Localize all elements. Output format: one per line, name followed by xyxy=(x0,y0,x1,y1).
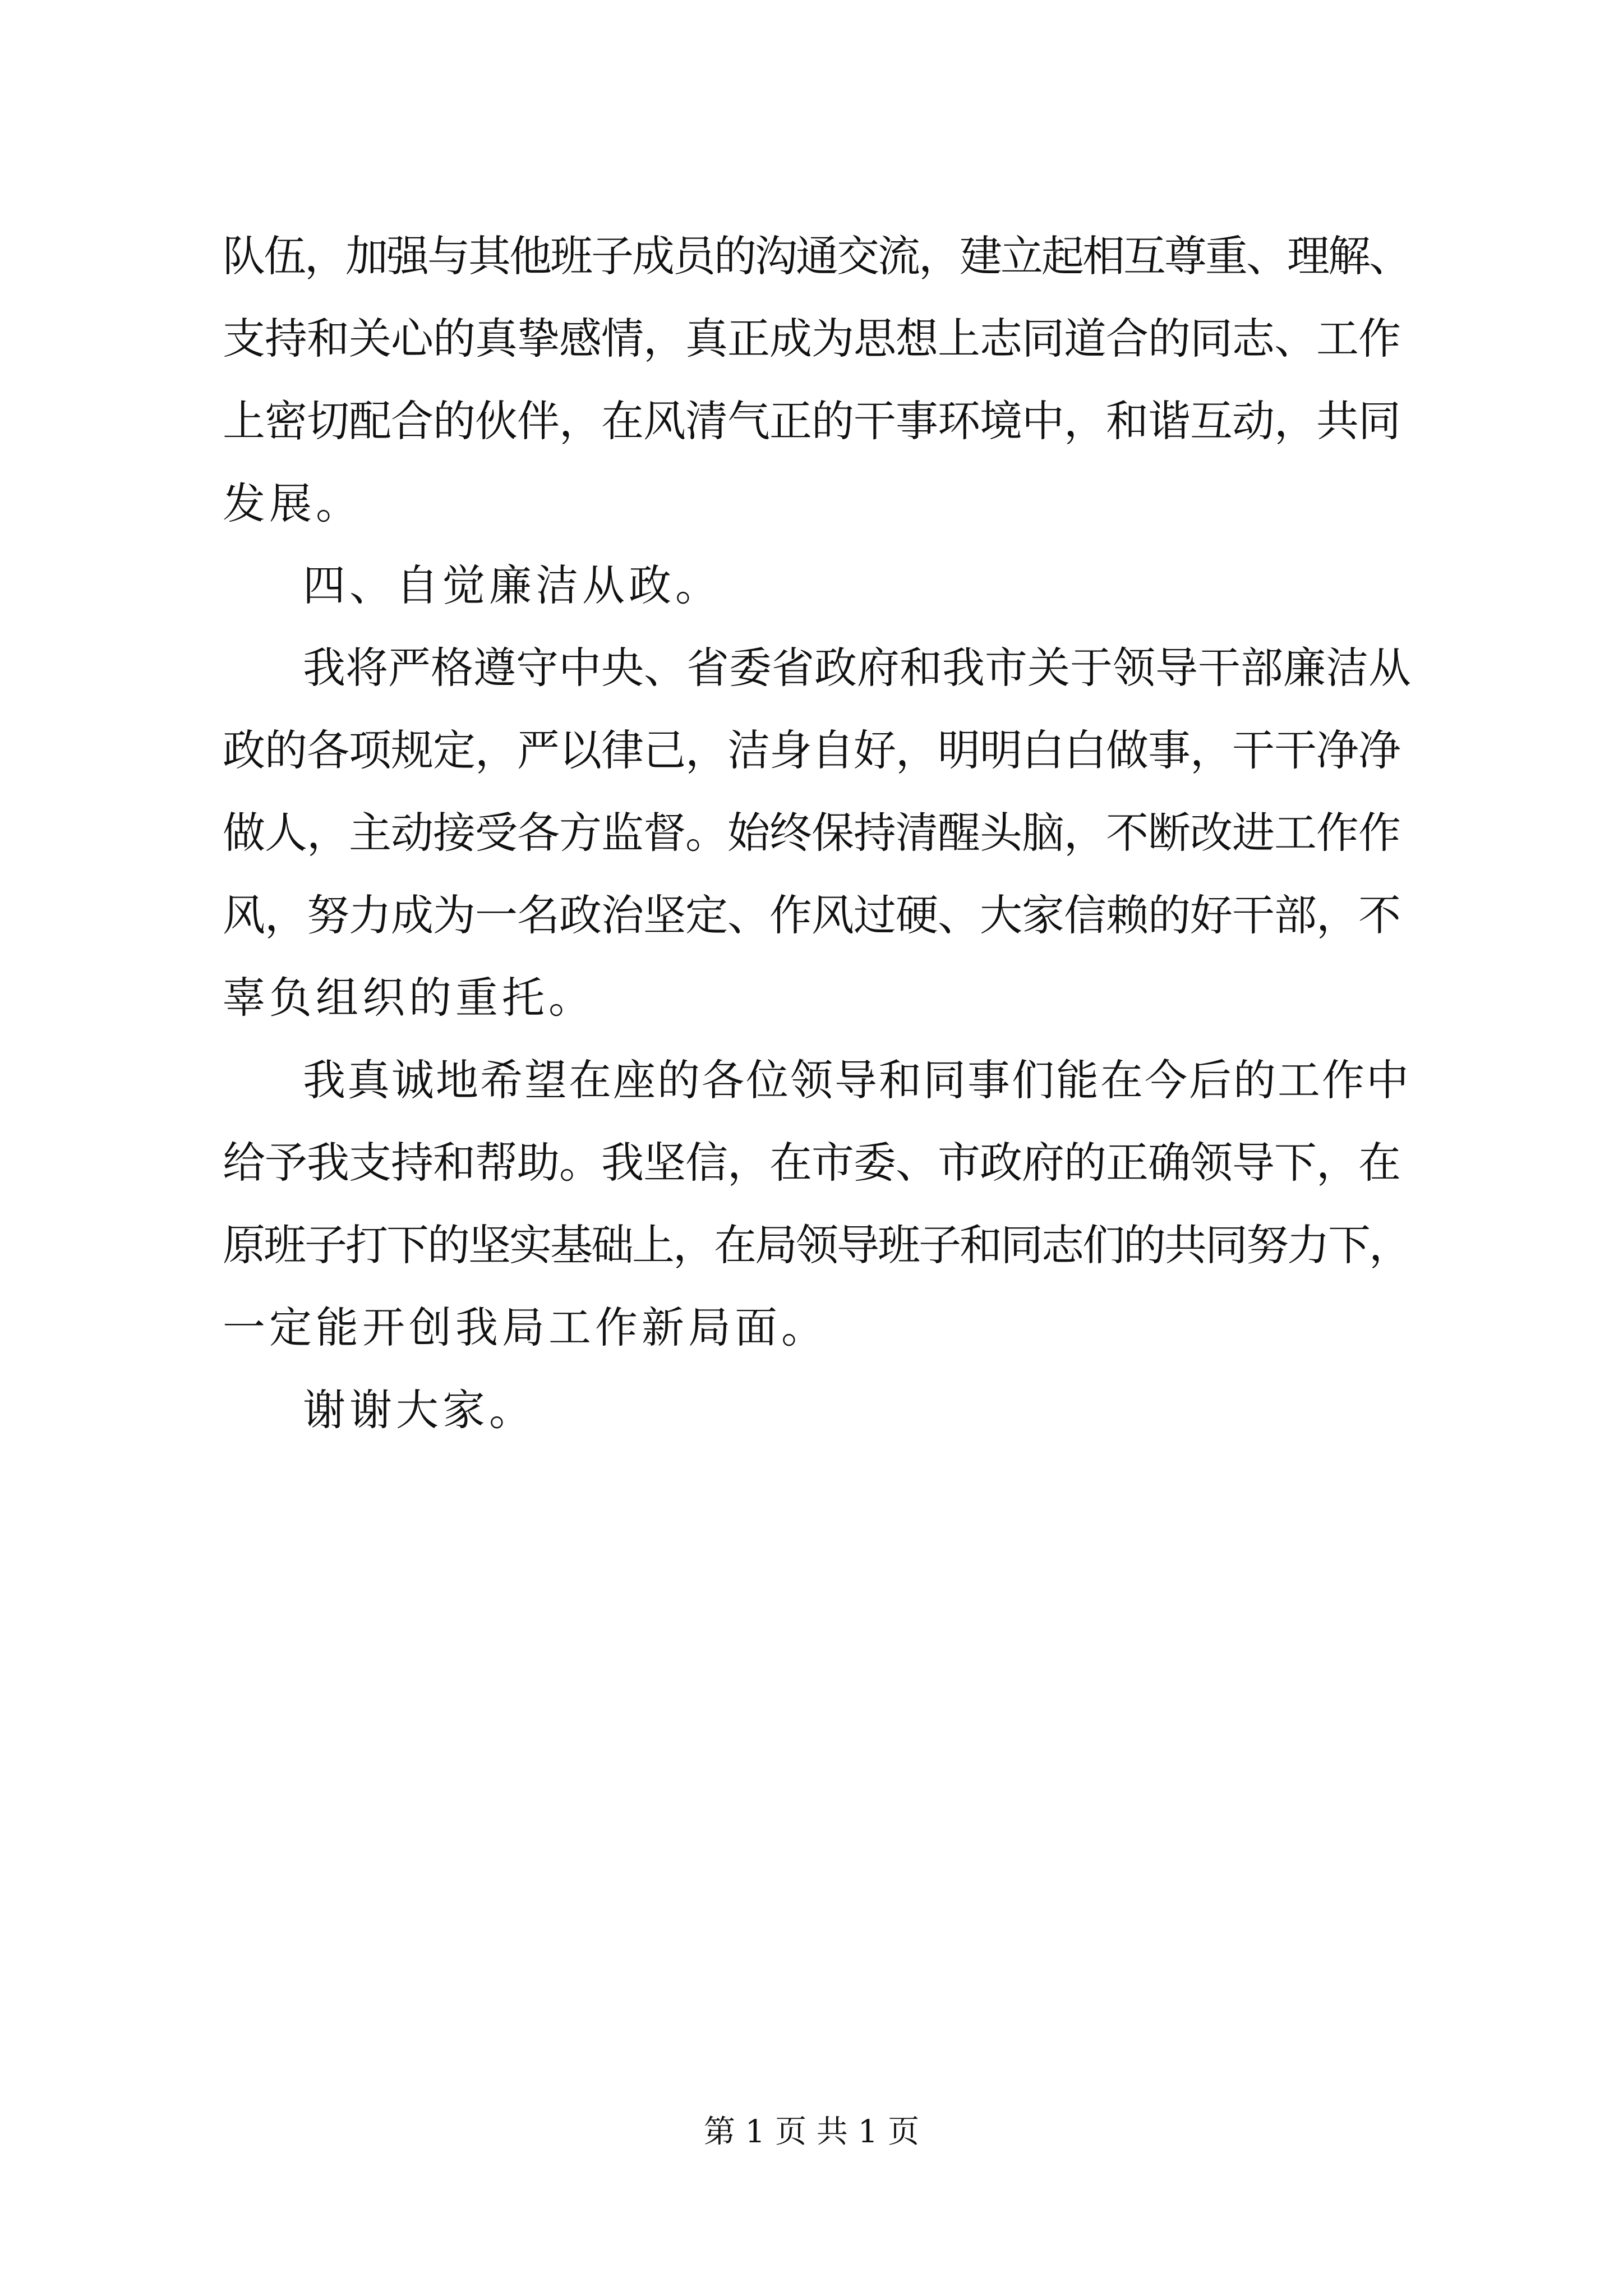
body-text-line: 发展。 xyxy=(223,478,362,528)
body-text-line: 队伍，加强与其他班子成员的沟通交流，建立起相互尊重、理解、 xyxy=(223,231,1410,281)
body-text-line: 做人，主动接受各方监督。始终保持清醒头脑，不断改进工作作 xyxy=(223,808,1400,858)
body-text-line: 支持和关心的真挚感情，真正成为思想上志同道合的同志、工作 xyxy=(223,314,1400,364)
body-text-line: 上密切配合的伙伴，在风清气正的干事环境中，和谐互动，共同 xyxy=(223,396,1400,446)
body-text-line: 政的各项规定，严以律己，洁身自好，明明白白做事，干干净净 xyxy=(223,725,1400,775)
body-text-line: 我真诚地希望在座的各位领导和同事们能在今后的工作中 xyxy=(303,1055,1410,1105)
body-text-line: 一定能开创我局工作新局面。 xyxy=(223,1303,828,1352)
section-heading: 四、自觉廉洁从政。 xyxy=(303,560,722,610)
closing-text: 谢谢大家。 xyxy=(303,1385,536,1435)
body-text-line: 风，努力成为一名政治坚定、作风过硬、大家信赖的好干部，不 xyxy=(223,890,1400,940)
body-text-line: 辜负组织的重托。 xyxy=(223,973,595,1023)
body-text-line: 原班子打下的坚实基础上，在局领导班子和同志们的共同努力下， xyxy=(223,1220,1410,1270)
page-footer: 第 1 页 共 1 页 xyxy=(703,2114,920,2150)
body-text-line: 我将严格遵守中央、省委省政府和我市关于领导干部廉洁从 xyxy=(303,643,1411,693)
body-text-line: 给予我支持和帮助。我坚信，在市委、市政府的正确领导下，在 xyxy=(223,1138,1400,1188)
